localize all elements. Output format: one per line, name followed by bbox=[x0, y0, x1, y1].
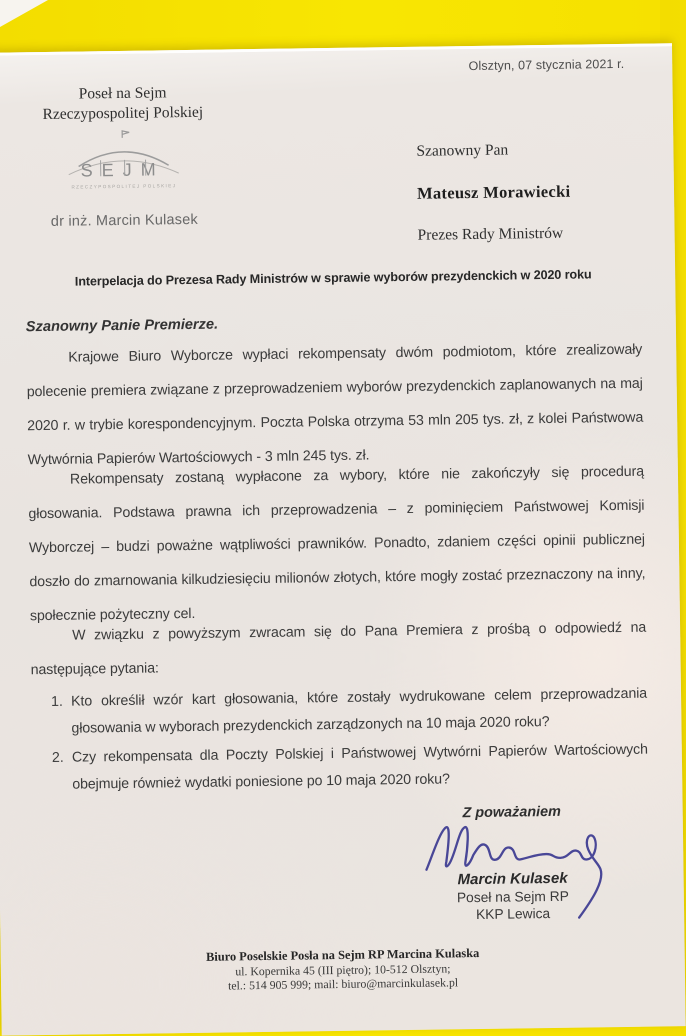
photo-corner-highlight bbox=[0, 0, 48, 27]
signatory-club: KKP Lewica bbox=[427, 905, 599, 922]
paragraph-2: Rekompensaty zostaną wypłacone za wybory, które nie zakończyły się procedurą głosowania. Podstawa prawna ich przeprowadzenia – z pominięciem Państwowej Komisji Wyborczej – budzi poważne wątpliwości prawników. Ponadto, zdaniem części opinii publicznej doszło do zmarnowania kilkudziesięciu milionów złotych, które mogły zostać przeznaczony na inny, społecznie pożyteczny cel. bbox=[28, 455, 646, 634]
question-number: 2. bbox=[52, 745, 64, 772]
question-list bbox=[31, 681, 648, 800]
closing-block bbox=[426, 803, 600, 922]
office-footer bbox=[35, 944, 652, 996]
signatory-name: Marcin Kulasek bbox=[427, 869, 599, 888]
letter-title: Interpelacja do Prezesa Rady Ministrów w sprawie wyborów prezydenckich w 2020 roku bbox=[25, 267, 641, 290]
sejm-logo-caption: RZECZYPOSPOLITEJ POLSKIEJ bbox=[71, 183, 176, 189]
recipient-name: Mateusz Morawiecki bbox=[417, 182, 571, 204]
greeting: Szanowny Panie Premierze. bbox=[26, 311, 642, 336]
question-text: Czy rekompensata dla Poczty Polskiej i Państwowej Wytwórni Papierów Wartościowych obejmuje również wydatki poniesione po 10 maja 2020 roku? bbox=[72, 737, 649, 799]
recipient-block bbox=[416, 141, 571, 245]
footer-office-name: Biuro Poselskie Posła na Sejm RP Marcina Kulaska bbox=[35, 944, 651, 968]
paragraph-3: W związku z powyższym zwracam się do Pana Premiera z prośbą o odpowiedź na następujące pytania: bbox=[30, 611, 647, 688]
sender-title-line1: Poseł na Sejm bbox=[16, 82, 228, 105]
recipient-role: Prezes Rady Ministrów bbox=[418, 225, 572, 245]
letter-paper bbox=[0, 43, 686, 1035]
letter-page bbox=[0, 46, 686, 1035]
question-item bbox=[31, 681, 648, 744]
sender-title bbox=[16, 82, 229, 125]
footer-address: ul. Kopernika 45 (III piętro); 10-512 Olsztyn; bbox=[35, 959, 651, 982]
question-text: Kto określił wzór kart głosowania, które zostały wydrukowane celem przeprowadzania głosowania w wyborach prezydenckich zarządzonych na 10 maja 2020 roku? bbox=[71, 681, 648, 743]
sender-title-line2: Rzeczypospolitej Polskiej bbox=[17, 103, 229, 126]
valediction: Z poważaniem bbox=[426, 803, 598, 821]
question-item bbox=[32, 737, 649, 800]
letter-body bbox=[25, 267, 651, 996]
sender-block bbox=[16, 82, 230, 230]
sejm-logo-flag bbox=[122, 131, 129, 138]
sejm-logo bbox=[60, 129, 187, 195]
paragraph-1: Krajowe Biuro Wyborcze wypłaci rekompensaty dwóm podmiotom, które zrealizowały polecenie premiera związane z przeprowadzeniem wyborów prezydenckich zaplanowanych na maj 2020 r. w trybie korespondencyjnym. Poczta Polska otrzyma 53 mln 205 tys. zł, z kolei Państwowa Wytwórnia Papierów Wartościowych - 3 mln 245 tys. zł. bbox=[26, 333, 644, 478]
signatory-role: Poseł na Sejm RP bbox=[427, 888, 599, 905]
recipient-salutation: Szanowny Pan bbox=[416, 141, 570, 161]
date-line: Olsztyn, 07 stycznia 2021 r. bbox=[469, 57, 625, 73]
question-number: 1. bbox=[51, 689, 63, 716]
footer-contact: tel.: 514 905 999; mail: biuro@marcinkulasek.pl bbox=[35, 973, 651, 996]
sejm-logo-letters: SEJM bbox=[81, 160, 165, 181]
sender-name: dr inż. Marcin Kulasek bbox=[18, 212, 230, 231]
